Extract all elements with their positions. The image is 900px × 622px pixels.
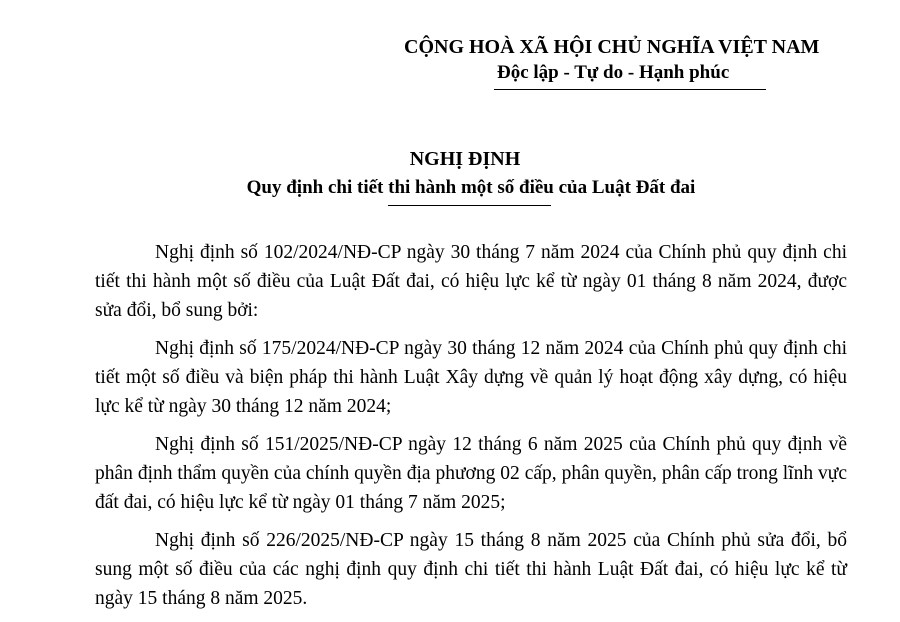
motto-underline [494,89,766,90]
paragraph-decree-102: Nghị định số 102/2024/NĐ-CP ngày 30 tháng 7 năm 2024 của Chính phủ quy định chi tiết thi hành một số điều của Luật Đất đai, có hiệu lực kể từ ngày 01 tháng 8 năm 2024, được sửa đổi, bổ sung bởi: [95,242,847,321]
subtitle-underline [388,205,551,206]
document-subtitle: Quy định chi tiết thi hành một số điều của Luật Đất đai [246,177,696,198]
document-type-title: NGHỊ ĐỊNH [409,148,521,170]
national-header [404,34,864,86]
document-body [95,238,847,622]
paragraph-decree-151: Nghị định số 151/2025/NĐ-CP ngày 12 tháng 6 năm 2025 của Chính phủ quy định về phân định thẩm quyền của chính quyền địa phương 02 cấp, phân quyền, phân cấp trong lĩnh vực đất đai, có hiệu lực kể từ ngày 01 tháng 7 năm 2025; [95,434,847,513]
paragraph-decree-175: Nghị định số 175/2024/NĐ-CP ngày 30 tháng 12 năm 2024 của Chính phủ quy định chi tiết một số điều và biện pháp thi hành Luật Xây dựng về quản lý hoạt động xây dựng, có hiệu lực kể từ ngày 30 tháng 12 năm 2024; [95,338,847,417]
paragraph-decree-226: Nghị định số 226/2025/NĐ-CP ngày 15 tháng 8 năm 2025 của Chính phủ sửa đổi, bổ sung một số điều của các nghị định quy định chi tiết thi hành Luật Đất đai, có hiệu lực kể từ ngày 15 tháng 8 năm 2025. [95,530,847,609]
country-name: CỘNG HOÀ XÃ HỘI CHỦ NGHĨA VIỆT NAM [404,36,820,58]
national-motto: Độc lập - Tự do - Hạnh phúc [497,62,730,83]
